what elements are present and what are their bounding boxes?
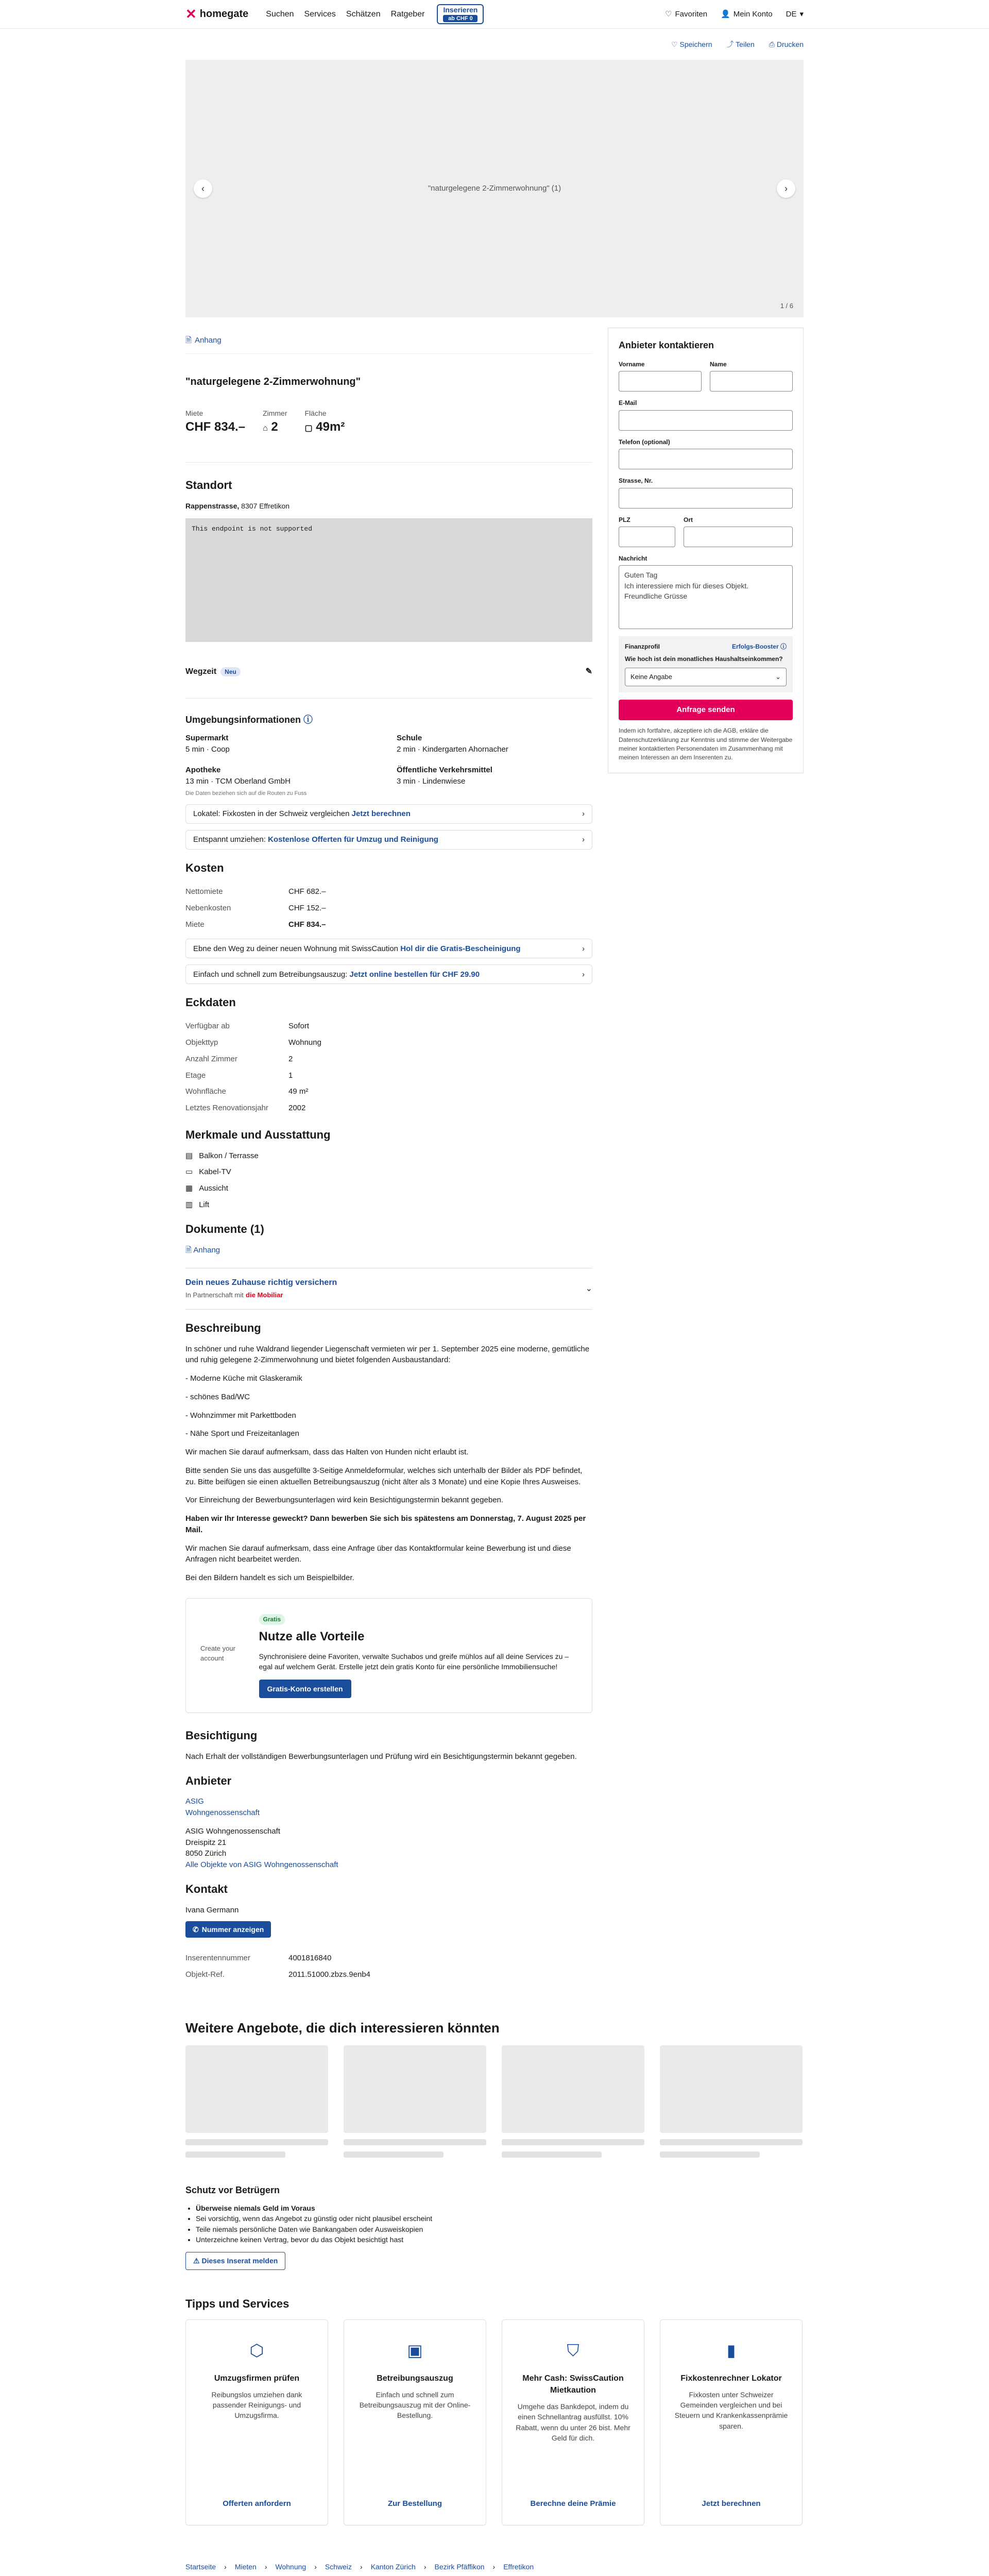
service-card-costs: ▮ Fixkostenrechner Lokator Fixkosten unter Schweizer Gemeinden vergleichen und bei Steuern und Krankenkassenprämie sparen. Jetzt berechnen (660, 2319, 803, 2526)
gallery-next-button[interactable]: › (777, 179, 795, 198)
save-button[interactable]: ♡ Speichern (671, 40, 712, 48)
document-badge-icon: ▣ (407, 2341, 423, 2360)
contact-form: Anbieter kontaktieren Vorname Name E-Mail Telefon (optional) Strasse, Nr. PLZ Ort Nachricht Guten Tag Ich interessiere mich für dieses Objekt. Freundliche Grüsse FinanzprofiI Erfolgs-Booster ⓘ Wie hoch ist dein monatliches Haushaltseinkommen? Keine Angabe ⌄ Anfrage senden Indem ich fortfahre, akzeptiere ich die AGB, erkläre die Datenschutzerklärung zur Kenntnis und stimme der Weitergabe meiner kontaktierten Personendaten im Zusammenhang mit meinen Interessen an dem Inserenten zu. (608, 328, 804, 773)
provider-street: Dreispitz 21 (185, 1838, 227, 1847)
contact-name: Ivana Germann (185, 1905, 239, 1914)
favorites-link[interactable]: ♡ Favoriten (665, 9, 707, 20)
description-text: In schöner und ruhe Waldrand liegender Liegenschaft vermieten wir per 1. September 2025 eine moderne, gemütliche und ruhig gelegene 2-Zimmerwohnung und bietet folgenden Ausbaustandard: - Moderne Küche mit Glaskeramik - schönes Bad/WC - Wohnzimmer mit Parkettboden - Nähe Sport und Freizeitanlagen Wir machen Sie darauf aufmerksam, dass das Halten von Hunden nicht erlaubt ist. Bitte senden Sie uns das ausgefüllte 3-Seitige Anmeldeformular, welches sich unterhalb der Bilder als PDF befindet, zu. Bitte beifügen sie einen aktuellen Betreibungsauszug (nicht älter als 3 Monate) und eine Kopie Ihres Ausweises. Vor Einreichung der Bewerbungsunterlagen wird kein Besichtigungstermin bekannt gegeben. Haben wir Ihr Interesse geweckt? Dann bewerben Sie sich bis spätestens am Donnerstag, 7. August 2025 per Mail. Wir machen Sie darauf aufmerksam, dass eine Anfrage über das Kontaktformular keine Bewerbung ist und diese Anfragen nicht bearbeitet werden. Bei den Bildern handelt es sich um Beispielbilder. (185, 1344, 590, 1583)
chevron-right-icon: › (582, 835, 585, 844)
service-card-deposit: ⛉ Mehr Cash: SwissCaution Mietkaution Umgehe das Bankdepot, indem du einen Schnellantrag ausfüllst. 10% Rabatt, wenn du unter 26 bist. Mehr Geld für dich. Berechne deine Prämie (502, 2319, 644, 2526)
contact-form-title: Anbieter kontaktieren (619, 340, 714, 350)
send-request-button[interactable]: Anfrage senden (619, 700, 793, 720)
promo-text: Synchronisiere deine Favoriten, verwalte Suchabos und greife mühlos auf all deine Services zu – egal auf welchem Gerät. Erstelle jetzt dein gratis Konto für eine persönliche Immobiliensuche! (259, 1652, 569, 1671)
nav-schaetzen[interactable]: Schätzen (346, 9, 381, 19)
rooms-icon: ⌂ (263, 424, 268, 433)
breadcrumb-item[interactable]: Startseite (185, 2562, 216, 2571)
first-name-field[interactable] (619, 371, 702, 392)
area-icon: ▢ (304, 424, 313, 433)
fraud-warning: Schutz vor Betrügern • Überweise niemals Geld im Voraus • Sei vorsichtig, wenn das Angebot zu günstig oder nicht plausibel erscheint • Teile niemals persönliche Daten wie Bankangaben oder Ausweiskopien • Unterzeichne keinen Vertrag, bevor du das Objekt besichtigt hast ⚠ Dieses Inserat melden (185, 2183, 804, 2270)
map[interactable]: This endpoint is not supported (185, 518, 592, 642)
costs-table: Nettomiete CHF 682.– Nebenkosten CHF 152.– Miete CHF 834.– (185, 887, 326, 929)
homegate-logo[interactable]: ✕ homegate (185, 6, 249, 22)
breadcrumb-item[interactable]: Mieten (234, 2562, 257, 2571)
swisscaution-link[interactable]: Ebne den Weg zu deiner neuen Wohnung mit SwissCaution Hol dir die Gratis-Bescheinigung › (185, 939, 592, 958)
show-number-button[interactable]: ✆ Nummer anzeigen (185, 1921, 271, 1938)
finance-booster-link[interactable]: Erfolgs-Booster ⓘ (731, 643, 787, 651)
report-listing-button[interactable]: ⚠ Dieses Inserat melden (185, 2252, 285, 2269)
visit-text: Nach Erhalt der vollständigen Bewerbungsunterlagen und Prüfung wird ein Besichtigungstermin bekannt gegeben. (185, 1752, 577, 1761)
gallery-counter: 1 / 6 (780, 302, 793, 310)
env-heading: Umgebungsinformationen (185, 715, 301, 725)
breadcrumb-item[interactable]: Kanton Zürich (370, 2562, 416, 2571)
more-offers (185, 2045, 804, 2158)
new-badge: Neu (220, 667, 241, 676)
address-street: Rappenstrasse, (185, 501, 240, 510)
info-icon[interactable]: ⓘ (303, 715, 313, 725)
phone-icon: ✆ (193, 1925, 199, 1934)
heart-icon: ♡ (671, 40, 678, 48)
address-city: 8307 Effretikon (241, 501, 290, 510)
create-account-button[interactable]: Gratis-Konto erstellen (259, 1680, 351, 1698)
income-select[interactable]: Keine Angabe ⌄ (625, 668, 787, 686)
account-promo (185, 1598, 592, 1713)
chevron-down-icon: ⌄ (585, 1284, 592, 1293)
listing-title: "naturgelegene 2-Zimmerwohnung" (185, 376, 361, 387)
section-eckdaten: Eckdaten (185, 996, 236, 1009)
nav-services[interactable]: Services (304, 9, 336, 19)
env-note: Die Daten beziehen sich auf die Routen zu Fuss (185, 790, 307, 797)
offer-card[interactable] (185, 2045, 328, 2158)
promo-title: Nutze alle Vorteile (259, 1630, 365, 1644)
area-label: Fläche (304, 409, 327, 417)
section-documents: Dokumente (1) (185, 1222, 264, 1235)
rooms-value: 2 (271, 420, 278, 434)
language-select[interactable]: DE ▾ (786, 9, 804, 19)
services-cards (185, 2319, 804, 2526)
service-card-moving: ⬡ Umzugsfirmen prüfen Reibungslos umziehen dank passender Reinigungs- und Umzugsfirma. Offerten anfordern (185, 2319, 328, 2526)
section-provider: Anbieter (185, 1774, 232, 1787)
env-grid: Supermarkt 5 min · Coop Schule 2 min · Kindergarten Ahornacher Apotheke 13 min · TCM Oberland GmbH Öffentliche Verkehrsmittel 3 min · Lindenwiese (185, 734, 508, 786)
provider-name: ASIG Wohngenossenschaft (185, 1826, 280, 1836)
box-icon: ⬡ (249, 2341, 264, 2360)
betreibung-link[interactable]: Einfach und schnell zum Betreibungsauszug: Jetzt online bestellen für CHF 29.90 › (185, 964, 592, 984)
calculator-icon: ▮ (726, 2341, 736, 2360)
attachment-link[interactable]: 🗎 Anhang (185, 328, 592, 354)
warning-icon: ⚠ (193, 2257, 200, 2265)
chevron-right-icon: › (582, 809, 585, 819)
service-cta[interactable]: Offerten anfordern (223, 2499, 291, 2508)
mobiliar-logo: die Mobiliar (246, 1291, 283, 1299)
balcony-icon: ▤ (185, 1151, 193, 1160)
lokatel-link[interactable]: Lokatel: Fixkosten in der Schweiz vergleichen Jetzt berechnen › (185, 804, 592, 824)
chevron-down-icon: ⌄ (775, 672, 781, 681)
zip-field[interactable] (619, 527, 675, 547)
document-icon: 🗎 (185, 336, 192, 345)
section-features: Merkmale und Ausstattung (185, 1128, 331, 1141)
document-link[interactable]: 🗎 Anhang (185, 1245, 220, 1255)
section-standort: Standort (185, 478, 232, 492)
last-name-field[interactable] (710, 371, 793, 392)
main-nav (266, 8, 424, 20)
rent-value: CHF 834.– (185, 420, 246, 434)
more-offers-heading: Weitere Angebote, die dich interessieren könnten (185, 2020, 500, 2036)
share-icon: ⤴ (726, 40, 734, 48)
city-field[interactable] (684, 527, 793, 547)
breadcrumb: Startseite › Mieten › Wohnung › Schweiz › Kanton Zürich › Bezirk Pfäffikon › Effretikon (185, 2562, 804, 2572)
section-contact: Kontakt (185, 1882, 228, 1895)
nav-ratgeber[interactable]: Ratgeber (390, 9, 425, 19)
print-icon: ⎙ (769, 40, 775, 48)
edit-icon[interactable]: ✎ (585, 667, 592, 676)
phone-field[interactable] (619, 449, 793, 469)
service-cta[interactable]: Berechne deine Prämie (530, 2499, 616, 2508)
lift-icon: ▥ (185, 1200, 193, 1209)
provider-objects-link[interactable]: Alle Objekte von ASIG Wohngenossenschaft (185, 1860, 338, 1870)
insert-button[interactable]: Inserieren ab CHF 0 (437, 4, 484, 24)
breadcrumb-item[interactable]: Bezirk Pfäffikon (434, 2562, 485, 2571)
wegzeit-row[interactable]: Wegzeit Neu ✎ (185, 666, 592, 677)
service-cta[interactable]: Jetzt berechnen (702, 2499, 761, 2508)
services-heading: Tipps und Services (185, 2297, 289, 2310)
service-cta[interactable]: Zur Bestellung (387, 2499, 442, 2508)
provider-logo[interactable]: ASIG Wohngenossenschaft (185, 1797, 260, 1818)
provider-city: 8050 Zürich (185, 1849, 227, 1858)
print-button[interactable]: ⎙ Drucken (769, 40, 804, 48)
street-field[interactable] (619, 488, 793, 509)
tv-icon: ▭ (185, 1167, 193, 1177)
breadcrumb-item[interactable]: Wohnung (275, 2562, 306, 2571)
legal-text: Indem ich fortfahre, akzeptiere ich die AGB, erkläre die Datenschutzerklärung zur Kenntnis und stimme der Weitergabe meiner kontaktierten Personendaten im Zusammenhang mit meinen Interessen an dem Inserenten zu. (619, 727, 793, 761)
gallery-prev-button[interactable]: ‹ (194, 179, 212, 198)
breadcrumb-item[interactable]: Effretikon (503, 2562, 534, 2571)
eckdaten-table: Verfügbar ab Sofort Objekttyp Wohnung Anzahl Zimmer 2 Etage 1 Wohnfläche 49 m² Letztes Renovationsjahr 2002 (185, 1022, 321, 1113)
features-list: ▤ Balkon / Terrasse ▭ Kabel-TV ▦ Aussicht ▥ Lift (185, 1150, 592, 1211)
offer-card[interactable] (660, 2045, 803, 2158)
account-link[interactable]: 👤 Mein Konto (721, 9, 773, 20)
gratis-badge: Gratis (259, 1614, 285, 1625)
section-description: Beschreibung (185, 1321, 261, 1334)
rooms-label: Zimmer (263, 409, 287, 417)
site-header (0, 0, 989, 29)
section-visit: Besichtigung (185, 1728, 258, 1742)
finance-box: FinanzprofiI Erfolgs-Booster ⓘ Wie hoch ist dein monatliches Haushaltseinkommen? Keine Angabe ⌄ (619, 636, 793, 692)
email-field[interactable] (619, 410, 793, 431)
shield-icon: ⛉ (567, 2341, 579, 2360)
rent-label: Miete (185, 409, 203, 417)
share-button[interactable]: ⤴ Teilen (726, 40, 755, 48)
heart-icon: ♡ (665, 9, 672, 19)
nav-suchen[interactable]: Suchen (266, 9, 294, 19)
gallery-image: "naturgelegene 2-Zimmerwohnung" (1) (428, 184, 561, 193)
user-icon: 👤 (721, 9, 730, 19)
moving-link[interactable]: Entspannt umziehen: Kostenlose Offerten für Umzug und Reinigung › (185, 830, 592, 850)
image-gallery[interactable] (185, 60, 804, 317)
promo-image: Create your account (200, 1644, 235, 1662)
ref-table: Inserentennummer 4001816840 Objekt-Ref. 2011.51000.zbzs.9enb4 (185, 1953, 371, 1979)
document-icon: 🗎 (185, 1245, 192, 1255)
area-value: 49m² (316, 420, 345, 434)
section-kosten: Kosten (185, 861, 224, 875)
offer-card[interactable] (502, 2045, 644, 2158)
message-field[interactable]: Guten Tag Ich interessiere mich für dieses Objekt. Freundliche Grüsse (619, 565, 793, 629)
mobiliar-insurance[interactable]: Dein neues Zuhause richtig versichern In Partnerschaft mit die Mobiliar ⌄ (185, 1268, 592, 1309)
view-icon: ▦ (185, 1184, 193, 1193)
offer-card[interactable] (344, 2045, 486, 2158)
service-card-extract: ▣ Betreibungsauszug Einfach und schnell zum Betreibungsauszug mit der Online-Bestellung. Zur Bestellung (344, 2319, 486, 2526)
breadcrumb-item[interactable]: Schweiz (325, 2562, 352, 2571)
